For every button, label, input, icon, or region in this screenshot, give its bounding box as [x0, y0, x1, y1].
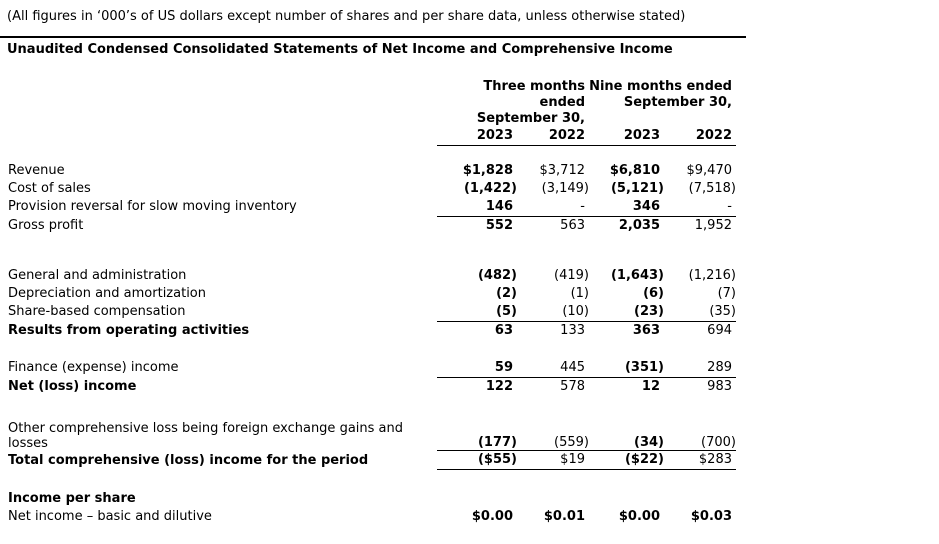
cell: 2,035: [618, 217, 660, 233]
figures-note: (All figures in ‘000’s of US dollars except number of shares and per share data, unless otherwise stated): [7, 9, 686, 24]
cell: (1): [570, 285, 589, 301]
income-statement-table: [8, 79, 736, 526]
cell: 146: [437, 198, 517, 217]
row-label: Other comprehensive loss being foreign exchange gains and losses: [8, 420, 403, 451]
row-label: Net income – basic and dilutive: [8, 508, 212, 524]
table-row-eps-basic-dilutive: [8, 508, 736, 526]
cell: 1,952: [694, 217, 732, 233]
cell: -: [664, 198, 736, 217]
cell: ($22): [589, 451, 664, 470]
cell: (23): [589, 303, 664, 322]
cell: [589, 490, 664, 508]
cell: $0.03: [690, 508, 732, 524]
cell: $9,470: [686, 162, 732, 178]
table-row-revenue: [8, 162, 736, 180]
cell: 578: [560, 378, 585, 394]
empty-header-cell: [8, 79, 437, 127]
spacer-row: [8, 146, 736, 162]
cell: (34): [589, 415, 664, 451]
cell: (6): [643, 285, 664, 301]
cell: 59: [437, 359, 517, 378]
cell: 563: [560, 217, 585, 233]
cell: (351): [589, 359, 664, 378]
header-line: ended: [539, 95, 585, 110]
row-label: Cost of sales: [8, 180, 91, 196]
cell: [664, 490, 736, 508]
title-rule: [0, 36, 746, 38]
cell: (5,121): [610, 180, 664, 196]
cell: (5): [437, 303, 517, 322]
cell: 983: [707, 378, 732, 394]
year-header: 2022: [664, 127, 736, 146]
cell: $6,810: [609, 162, 660, 178]
cell: $0.00: [618, 508, 660, 524]
header-line: September 30,: [476, 111, 585, 126]
cell: (1,422): [463, 180, 517, 196]
cell: 363: [632, 322, 660, 338]
col-group-three-months: [437, 79, 589, 127]
row-label: Gross profit: [8, 217, 84, 233]
cell: (177): [437, 415, 517, 451]
row-label: Net (loss) income: [8, 378, 137, 394]
table-row-other-comprehensive-loss: [8, 415, 736, 451]
cell: 445: [517, 359, 589, 378]
spacer-row: [8, 396, 736, 415]
year-header: 2023: [437, 127, 517, 146]
cell: [437, 490, 517, 508]
row-label: Provision reversal for slow moving inventory: [8, 199, 297, 214]
cell: $3,712: [539, 162, 585, 178]
cell: 346: [589, 198, 664, 217]
cell: 12: [641, 378, 660, 394]
cell: (559): [517, 415, 589, 451]
cell: (35): [664, 303, 736, 322]
spacer-row: [8, 470, 736, 490]
cell: (3,149): [541, 180, 589, 196]
table-row-finance-income: [8, 359, 736, 378]
cell: (1,643): [610, 267, 664, 283]
period-header-row: [8, 79, 736, 127]
table-row-total-comprehensive: [8, 451, 736, 470]
table-row-provision-reversal: [8, 198, 736, 217]
year-header: 2022: [517, 127, 589, 146]
table-row-general-admin: [8, 267, 736, 285]
cell: 289: [664, 359, 736, 378]
header-line: Nine months ended: [589, 79, 732, 94]
cell: 694: [707, 322, 732, 338]
header-line: Three months: [483, 79, 585, 94]
table-row-share-based-comp: [8, 303, 736, 322]
row-label: Total comprehensive (loss) income for the period: [8, 452, 369, 468]
table-row-cost-of-sales: [8, 180, 736, 198]
cell: 133: [560, 322, 585, 338]
spacer-row: [8, 340, 736, 359]
empty-header-cell: [8, 127, 437, 146]
table-row-depreciation: [8, 285, 736, 303]
row-label: Share-based compensation: [8, 304, 186, 319]
cell: (7,518): [688, 180, 736, 196]
cell: $0.01: [543, 508, 585, 524]
header-line: September 30,: [623, 95, 732, 110]
row-label: Depreciation and amortization: [8, 285, 206, 301]
cell: (10): [517, 303, 589, 322]
year-header-row: [8, 127, 736, 146]
year-header: 2023: [589, 127, 664, 146]
row-label: Finance (expense) income: [8, 360, 179, 375]
cell: (2): [496, 285, 517, 301]
cell: 552: [485, 217, 513, 233]
row-label: Results from operating activities: [8, 322, 250, 338]
table-row-net-income: [8, 377, 736, 396]
col-group-nine-months: [589, 79, 736, 127]
cell: 122: [485, 378, 513, 394]
cell: [517, 490, 589, 508]
table-row-gross-profit: [8, 216, 736, 235]
cell: (700): [664, 415, 736, 451]
row-label: Income per share: [8, 490, 136, 506]
cell: $0.00: [471, 508, 513, 524]
cell: (1,216): [688, 267, 736, 283]
table-row-operating-results: [8, 321, 736, 340]
cell: $283: [664, 451, 736, 470]
row-label: Revenue: [8, 162, 65, 178]
cell: -: [517, 198, 589, 217]
row-label: General and administration: [8, 267, 187, 283]
cell: (482): [477, 267, 517, 283]
cell: (7): [717, 285, 736, 301]
page-title: Unaudited Condensed Consolidated Statements of Net Income and Comprehensive Income: [7, 42, 673, 57]
spacer-row: [8, 235, 736, 267]
cell: (419): [554, 267, 589, 283]
cell: $1,828: [462, 162, 513, 178]
cell: ($55): [437, 451, 517, 470]
cell: 63: [494, 322, 513, 338]
table-row-income-per-share: [8, 490, 736, 508]
cell: $19: [517, 451, 589, 470]
